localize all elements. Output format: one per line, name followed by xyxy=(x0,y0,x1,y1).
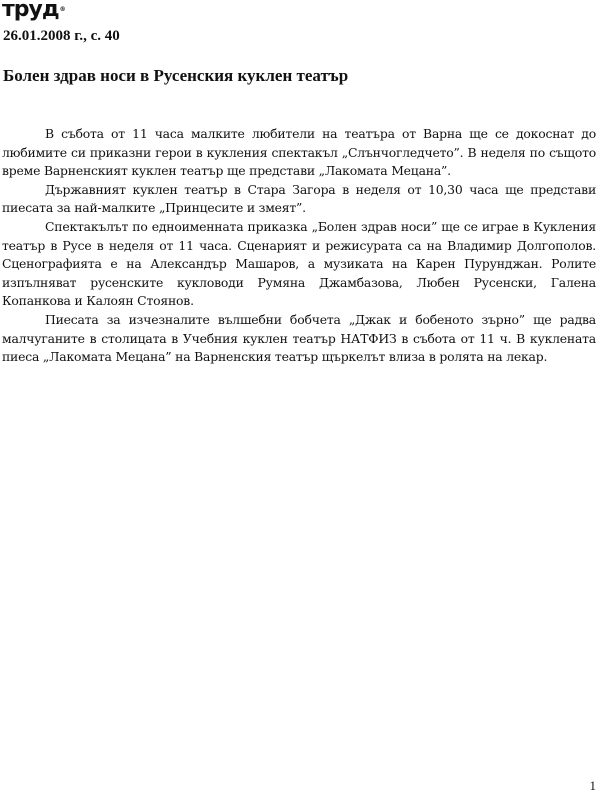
paragraph-1: В събота от 11 часа малките любители на театъра от Варна ще се докоснат до любимите си приказни герои в кукления спектакъл „Слънчогледчето”. В неделя по същото време Варненският куклен театър ще представи „Лакомата Мецана”. xyxy=(2,126,596,179)
paragraph-3: Спектакълът по едноименната приказка „Болен здрав носи” ще се играе в Кукления театър в Русе в неделя от 11 часа. Сценарият и режисурата са на Владимир Долгополов. Сценографията е на Александър Машаров, а музиката на Карен Пурунджан. Ролите изпълняват русенските кукловоди Румяна Джамбазова, Любен Русенски, Галена Копанкова и Калоян Стоянов. xyxy=(2,218,596,309)
article-title: Болен здрав носи в Русенския куклен театър xyxy=(3,66,349,85)
logo-text: труд xyxy=(2,0,59,22)
registered-mark: ® xyxy=(59,6,65,13)
page-number: 1 xyxy=(589,778,596,793)
dateline: 26.01.2008 г., с. 40 xyxy=(3,28,120,44)
paragraph-2: Държавният куклен театър в Стара Загора в неделя от 10,30 часа ще представи пиесата за най-малките „Принцесите и змеят”. xyxy=(2,181,596,216)
newspaper-logo xyxy=(2,0,65,22)
paragraph-4: Пиесата за изчезналите вълшебни бобчета „Джак и бобеното зърно” ще радва малчуганите в столицата в Учебния куклен театър НАТФИЗ в събота от 11 ч. В куклената пиеса „Лакомата Мецана” на Варненския театър щъркелът влиза в ролята на лекар. xyxy=(2,311,596,365)
article-body xyxy=(2,125,596,367)
